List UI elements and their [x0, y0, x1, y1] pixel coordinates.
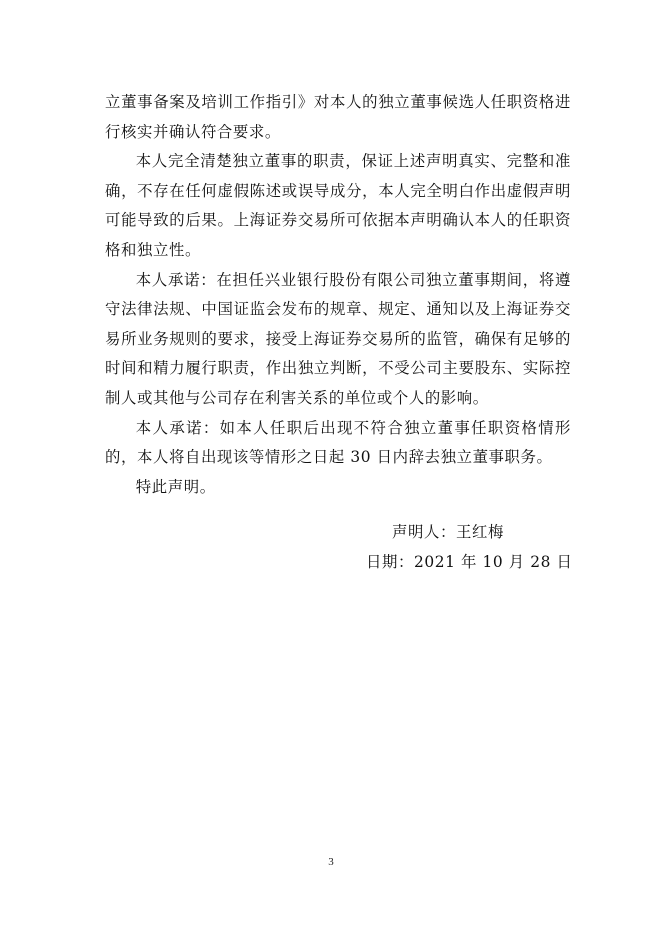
declaration-body — [105, 88, 571, 502]
continued-paragraph: 立董事备案及培训工作指引》对本人的独立董事候选人任职资格进行核实并确认符合要求。 — [105, 93, 571, 141]
declarant-signature: 声明人：王红梅 — [392, 523, 504, 541]
paragraph-responsibility: 本人完全清楚独立董事的职责，保证上述声明真实、完整和准确，不存在任何虚假陈述或误导成分，本人完全明白作出虚假声明可能导致的后果。上海证券交易所可依据本声明确认本人的任职资格和独立性。 — [105, 152, 571, 259]
declaration-date: 日期：2021 年 10 月 28 日 — [366, 553, 573, 571]
page-number: 3 — [328, 856, 334, 868]
paragraph-commitment: 本人承诺：在担任兴业银行股份有限公司独立董事期间，将遵守法律法规、中国证监会发布的规章、规定、通知以及上海证券交易所业务规则的要求，接受上海证券交易所的监管，确保有足够的时间和精力履行职责，作出独立判断，不受公司主要股东、实际控制人或其他与公司存在利害关系的单位或个人的影响。 — [105, 270, 571, 407]
paragraph-closing: 特此声明。 — [135, 477, 216, 496]
paragraph-resignation-commitment: 本人承诺：如本人任职后出现不符合独立董事任职资格情形的，本人将自出现该等情形之日起 30 日内辞去独立董事职务。 — [105, 418, 571, 467]
